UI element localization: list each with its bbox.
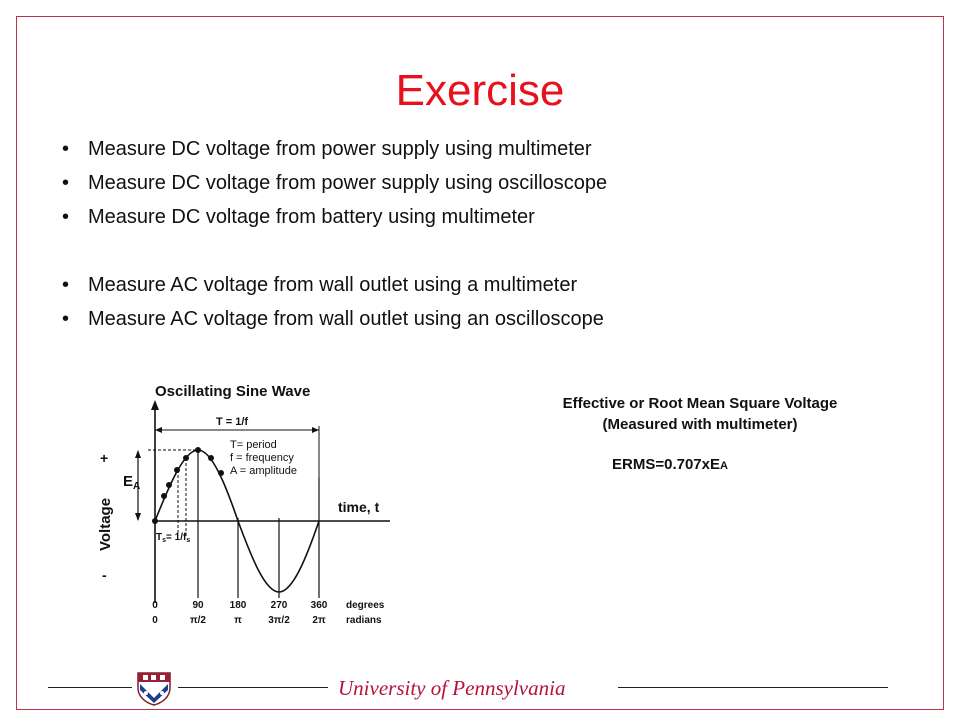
degrees-label: degrees [346, 600, 385, 611]
footer-rule-right [618, 687, 888, 688]
y-axis-arrow [151, 400, 159, 410]
rms-formula [612, 456, 728, 473]
sine-wave-diagram [90, 368, 410, 638]
sampling-interval-label: $T_s= 1/f_s$ [156, 532, 191, 544]
degree-tick: 270 [270, 600, 288, 611]
sample-point [195, 447, 201, 453]
sample-point [208, 455, 214, 461]
bullet-item: • Measure DC voltage from battery using multimeter [58, 204, 607, 238]
bullet-item: • Measure DC voltage from power supply using multimeter [58, 136, 607, 170]
legend-period: T= period [230, 439, 277, 451]
sample-point [218, 470, 224, 476]
rms-line-1: Effective or Root Mean Square Voltage [562, 395, 838, 412]
bullet-item: • Measure DC voltage from power supply using oscilloscope [58, 170, 607, 204]
degree-tick: 90 [192, 600, 204, 611]
rms-formula-sub: A [719, 460, 728, 472]
radian-tick: 3π/2 [268, 615, 290, 626]
period-label: T = 1/f [216, 416, 249, 428]
bullet-item: • Measure AC voltage from wall outlet using a multimeter [58, 272, 607, 306]
sample-point [166, 482, 172, 488]
legend-amplitude: A = amplitude [230, 465, 297, 477]
sample-point [161, 493, 167, 499]
bullet-list [58, 136, 607, 340]
rms-description [500, 393, 900, 435]
sample-point [152, 518, 158, 524]
radian-tick: π/2 [190, 615, 206, 626]
university-crest-icon [135, 670, 173, 706]
radian-tick: π [234, 615, 242, 626]
y-minus-label: - [102, 567, 107, 583]
degree-tick: 0 [152, 600, 158, 611]
radians-label: radians [346, 615, 382, 626]
rms-formula-main: ERMS=0.707xE [612, 456, 720, 473]
radian-tick: 0 [152, 615, 158, 626]
footer-rule-left [48, 687, 132, 688]
y-plus-label: + [100, 450, 109, 466]
legend-frequency: f = frequency [230, 452, 294, 464]
y-axis-label: Voltage [97, 497, 114, 551]
rms-line-2: (Measured with multimeter) [602, 416, 798, 433]
amplitude-label: $E_A$ [123, 473, 141, 492]
bullet-item: • Measure AC voltage from wall outlet using an oscilloscope [58, 306, 607, 340]
x-axis-label: time, t [338, 499, 380, 515]
institution-name: University of Pennsylvania [338, 676, 566, 700]
degree-tick: 180 [229, 600, 247, 611]
slide-title: Exercise [395, 66, 565, 115]
degree-tick: 360 [310, 600, 328, 611]
footer-rule-middle [178, 687, 328, 688]
diagram-title: Oscillating Sine Wave [155, 383, 311, 400]
sample-point [174, 467, 180, 473]
radian-tick: 2π [312, 615, 326, 626]
